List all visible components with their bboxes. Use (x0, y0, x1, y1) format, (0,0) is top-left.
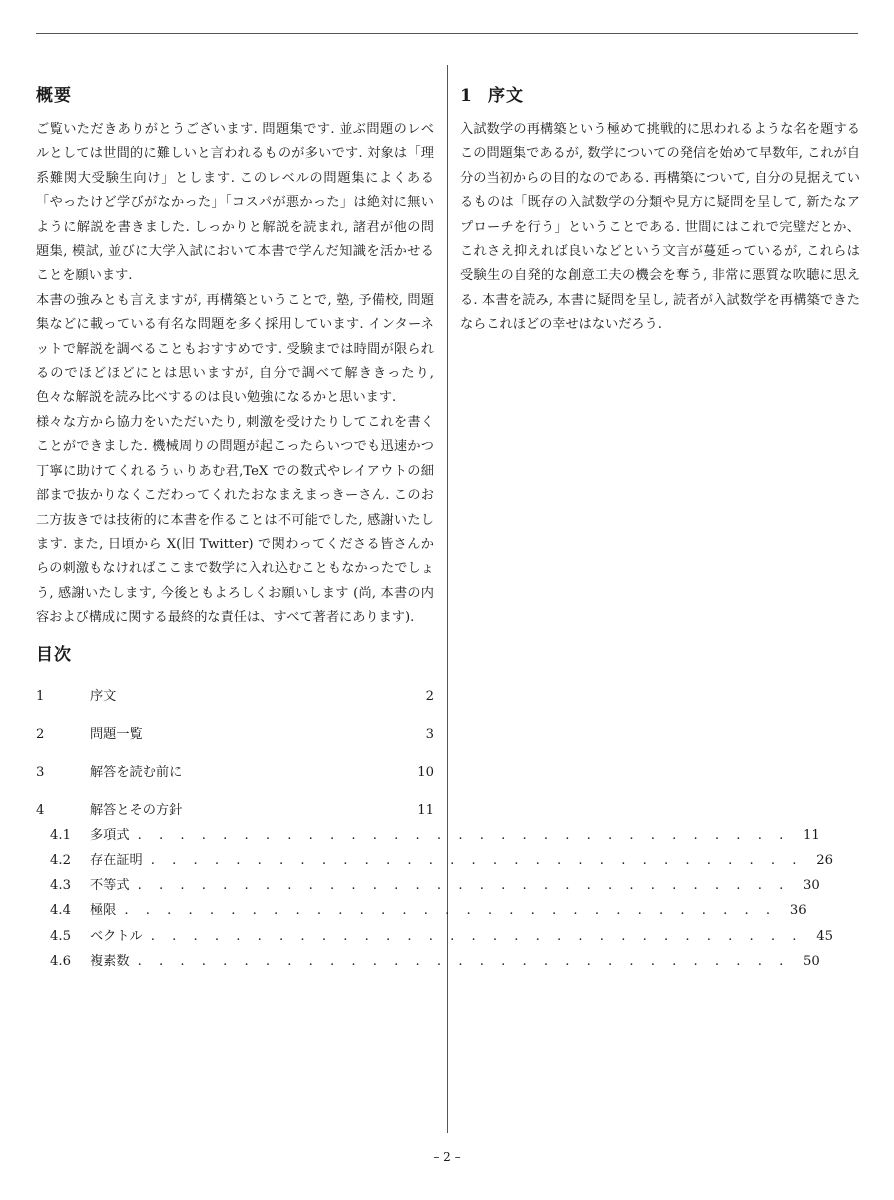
toc-subentry-label: 極限 (90, 903, 117, 919)
toc-subentry-number: 4.6 (50, 954, 71, 970)
toc-subentry-number: 4.3 (50, 878, 71, 894)
intro-section-number: 1 (460, 86, 473, 106)
intro-paragraph: 入試数学の再構築という極めて挑戦的に思われるような名を題するこの問題集であるが, 数学についての発信を始めて早数年, これが自分の当初からの目的なのである. 再構築について, 自分の見据えているものは「既存の入試数学の分類や見方に疑問を呈して, 新たなアプローチを行う」ということである. 世間にはこれで完璧だとか、これさえ抑えれば良いなどという文言が蔓延っているが, これらは受験生の自発的な創意工夫の機会を奪う, 非常に悪質な吹聴に思える. 本書を読み, 本書に疑問を呈し, 読者が入試数学を再構築できたならこれほどの幸せはないだろう. (460, 122, 860, 333)
toc-entry-label: 解答とその方針 (90, 802, 183, 818)
toc-leader-dots: . . . . . . . . . . . . . . . . . . . . . . . . . . . . . . . (137, 827, 790, 843)
toc-subentry-page: 26 (816, 852, 833, 868)
toc-entry-page: 2 (425, 688, 434, 704)
intro-heading (460, 80, 860, 112)
toc-entry[interactable] (36, 685, 434, 709)
toc-entry[interactable] (36, 799, 434, 823)
toc-subentry[interactable] (36, 949, 820, 974)
page-number: – 2 – (433, 1150, 461, 1164)
abstract-body (36, 118, 434, 631)
abstract-paragraph: 本書の強みとも言えますが, 再構築ということで, 塾, 予備校, 問題集などに載っている有名な問題を多く採用しています. インターネットで解説を調べることもおすすめです. 受験までは時間が限られるのでほどほどにとは思いますが, 自分で調べて解ききったり, 色々な解説を読み比べするのは良い勉強になるかと思います. (36, 292, 434, 406)
abstract-paragraph: 様々な方から協力をいただいたり, 刺激を受けたりしてこれを書くことができました. 機械周りの問題が起こったらいつでも迅速かつ丁寧に助けてくれるうぃりあむ君,TeX での数式やレイアウトの細部まで抜かりなくこだわってくれたおなまえまっきーさん. このお二方抜きでは技術的に本書を作ることは不可能でした, 感謝いたします. また, 日頃から X(旧 Twitter) で関わってくださる皆さんからの刺激もなければここまで数学に入れ込むこともなかったでしょう, 感謝いたします, 今後ともよろしくお願いします (尚, 本書の内容および構成に関する最終的な責任は、すべて著者にあります). (36, 414, 434, 626)
intro-body (460, 118, 860, 338)
toc-entry-number: 4 (36, 802, 45, 818)
toc-entry-page: 10 (417, 764, 434, 780)
toc-leader-dots: . . . . . . . . . . . . . . . . . . . . . . . . . . . . . . . (124, 903, 777, 919)
abstract-paragraph: ご覧いただきありがとうございます. 問題集です. 並ぶ問題のレベルとしては世間的に難しいと言われるものが多いです. 対象は「理系難関大受験生向け」とします. このレベルの問題集によくある「やったけど学びがなかった」「コスパが悪かった」は絶対に無いように解説を書きました. しっかりと解説を読まれ, 諸君が他の問題集, 模試, 並びに大学入試において本書で学んだ知識を活かせることを願います. (36, 122, 434, 284)
toc-subentry-label: 不等式 (90, 878, 130, 894)
toc-subentry-page: 45 (816, 928, 833, 944)
toc-leader-dots: . . . . . . . . . . . . . . . . . . . . . . . . . . . . . . . (150, 928, 803, 944)
toc-entry[interactable] (36, 761, 434, 785)
toc-leader-dots: . . . . . . . . . . . . . . . . . . . . . . . . . . . . . . . (150, 852, 803, 868)
toc-subentry-number: 4.1 (50, 827, 71, 843)
toc-entry-label: 問題一覧 (90, 726, 143, 742)
toc-subentry-page: 50 (803, 954, 820, 970)
right-column (460, 80, 860, 338)
toc-subentry-page: 36 (789, 903, 807, 919)
toc-subentry-number: 4.5 (50, 928, 71, 944)
intro-section-title: 序文 (488, 86, 524, 106)
toc-subentry[interactable] (36, 898, 807, 923)
toc-entry-number: 2 (36, 726, 45, 742)
toc-subentry-page: 30 (803, 878, 820, 894)
toc-subentry[interactable] (36, 873, 820, 898)
toc-subentry-label: ベクトル (90, 928, 143, 944)
table-of-contents (36, 685, 833, 975)
toc-subentry-label: 複素数 (90, 954, 130, 970)
toc-subentry-label: 存在証明 (90, 852, 143, 868)
toc-subentry-page: 11 (803, 827, 820, 843)
abstract-heading: 概要 (36, 86, 72, 106)
toc-subentry[interactable] (36, 924, 833, 949)
toc-subentry[interactable] (36, 823, 820, 848)
toc-leader-dots: . . . . . . . . . . . . . . . . . . . . . . . . . . . . . . . (137, 878, 790, 894)
toc-entry-label: 解答を読む前に (90, 764, 183, 780)
toc-subentry-number: 4.2 (50, 852, 71, 868)
toc-leader-dots: . . . . . . . . . . . . . . . . . . . . . . . . . . . . . . . (137, 954, 790, 970)
toc-subentry-label: 多項式 (90, 827, 130, 843)
toc-subentry-number: 4.4 (50, 903, 71, 919)
toc-entry-number: 3 (36, 764, 45, 780)
toc-entry-number: 1 (36, 688, 45, 704)
toc-subentry[interactable] (36, 848, 833, 873)
toc-entry-label: 序文 (90, 688, 117, 704)
toc-entry-page: 11 (417, 802, 434, 818)
toc-entry[interactable] (36, 723, 434, 747)
toc-heading: 目次 (36, 644, 72, 665)
toc-entry-page: 3 (425, 726, 434, 742)
header-rule (36, 33, 858, 34)
